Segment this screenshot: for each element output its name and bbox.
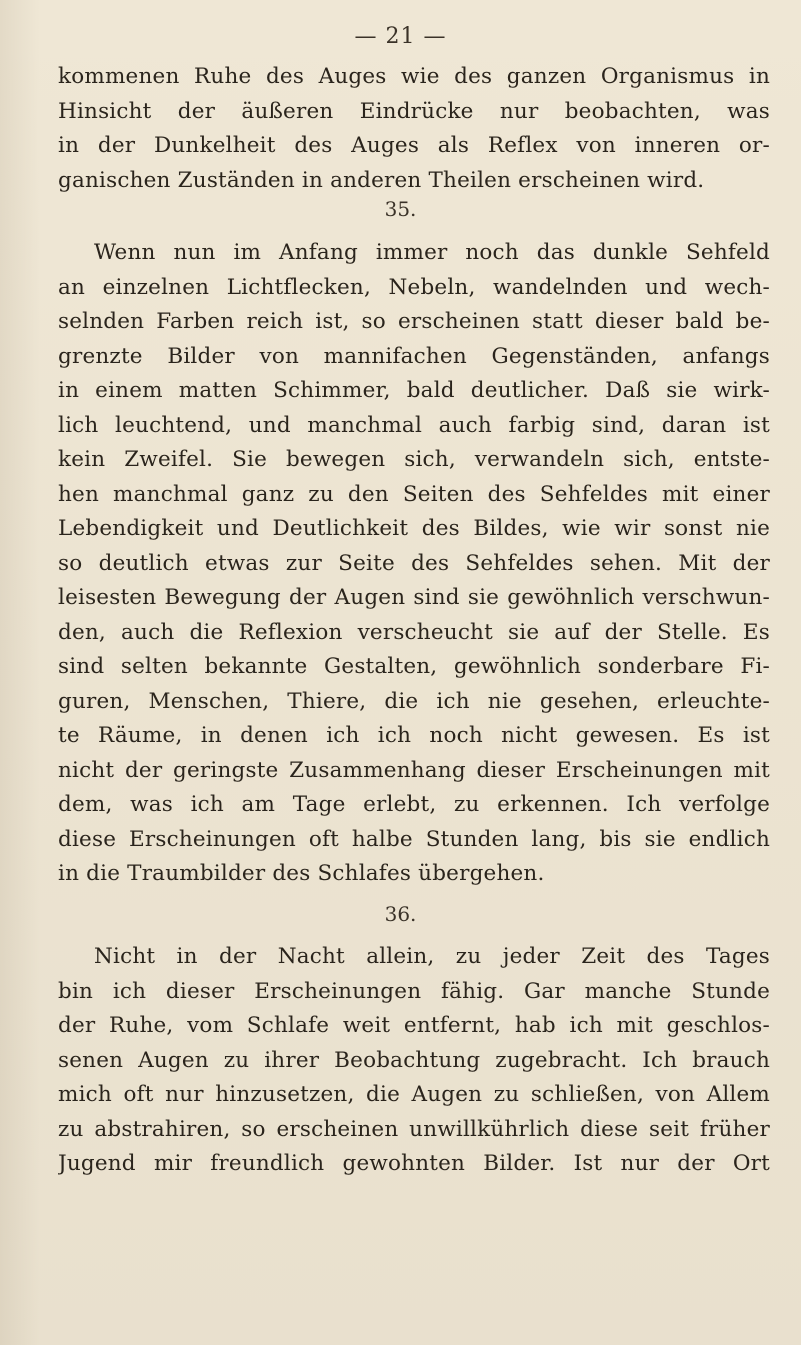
text-line: leisesten Bewegung der Augen sind sie gewöhnlich verschwun- <box>58 585 770 610</box>
text-line: bin ich dieser Erscheinungen fähig. Gar manche Stunde <box>58 978 770 1004</box>
text-line: sind selten bekannte Gestalten, gewöhnlich sonderbare Fi- <box>58 654 770 679</box>
text-line: nicht der geringste Zusammenhang dieser Erscheinungen mit <box>58 757 770 783</box>
text-line: ganischen Zuständen in anderen Theilen erscheinen wird. <box>58 167 705 193</box>
text-line: in die Traumbilder des Schlafes übergehen. <box>58 861 545 886</box>
text-line: te Räume, in denen ich ich noch nicht gewesen. Es ist <box>58 723 770 748</box>
text-line: kommenen Ruhe des Auges wie des ganzen Organismus in <box>58 64 770 89</box>
text-line: in einem matten Schimmer, bald deutlicher. Daß sie wirk- <box>58 378 770 403</box>
text-line: grenzte Bilder von mannifachen Gegenständen, anfangs <box>58 343 770 369</box>
paragraph-35 <box>58 236 770 892</box>
text-line: dem, was ich am Tage erlebt, zu erkennen. Ich verfolge <box>58 792 770 817</box>
text-line: selnden Farben reich ist, so erscheinen statt dieser bald be- <box>58 309 770 334</box>
text-line: lich leuchtend, und manchmal auch farbig sind, daran ist <box>58 412 770 438</box>
text-line: Wenn nun im Anfang immer noch das dunkle Sehfeld <box>94 240 770 265</box>
text-line: diese Erscheinungen oft halbe Stunden lang, bis sie endlich <box>58 826 770 852</box>
text-line: Lebendigkeit und Deutlichkeit des Bildes, wie wir sonst nie <box>58 516 770 541</box>
text-line: guren, Menschen, Thiere, die ich nie gesehen, erleuchte- <box>58 688 770 714</box>
text-line: Nicht in der Nacht allein, zu jeder Zeit des Tages <box>94 944 770 969</box>
paragraph-36 <box>58 940 770 1182</box>
text-line: Jugend mir freundlich gewohnten Bilder. Ist nur der Ort <box>58 1151 770 1176</box>
text-line: mich oft nur hinzusetzen, die Augen zu schließen, von Allem <box>58 1082 770 1107</box>
text-line: kein Zweifel. Sie bewegen sich, verwandeln sich, entste- <box>58 447 770 472</box>
text-line: der Ruhe, vom Schlafe weit entfernt, hab ich mit geschlos- <box>58 1013 770 1038</box>
text-line: so deutlich etwas zur Seite des Sehfeldes sehen. Mit der <box>58 550 770 576</box>
text-line: in der Dunkelheit des Auges als Reflex von inneren or- <box>58 133 770 158</box>
section-number-36: 36. <box>384 902 417 926</box>
text-line: an einzelnen Lichtflecken, Nebeln, wandelnden und wech- <box>58 274 770 300</box>
paragraph-continuation <box>58 60 770 198</box>
text-line: hen manchmal ganz zu den Seiten des Sehfeldes mit einer <box>58 481 770 507</box>
page-number-header: — 21 — <box>354 24 447 49</box>
text-line: Hinsicht der äußeren Eindrücke nur beobachten, was <box>58 98 770 124</box>
text-line: senen Augen zu ihrer Beobachtung zugebracht. Ich brauch <box>58 1047 770 1073</box>
text-line: zu abstrahiren, so erscheinen unwillkührlich diese seit früher <box>58 1116 770 1142</box>
section-number-35: 35. <box>384 197 417 221</box>
text-line: den, auch die Reflexion verscheucht sie auf der Stelle. Es <box>58 619 770 645</box>
